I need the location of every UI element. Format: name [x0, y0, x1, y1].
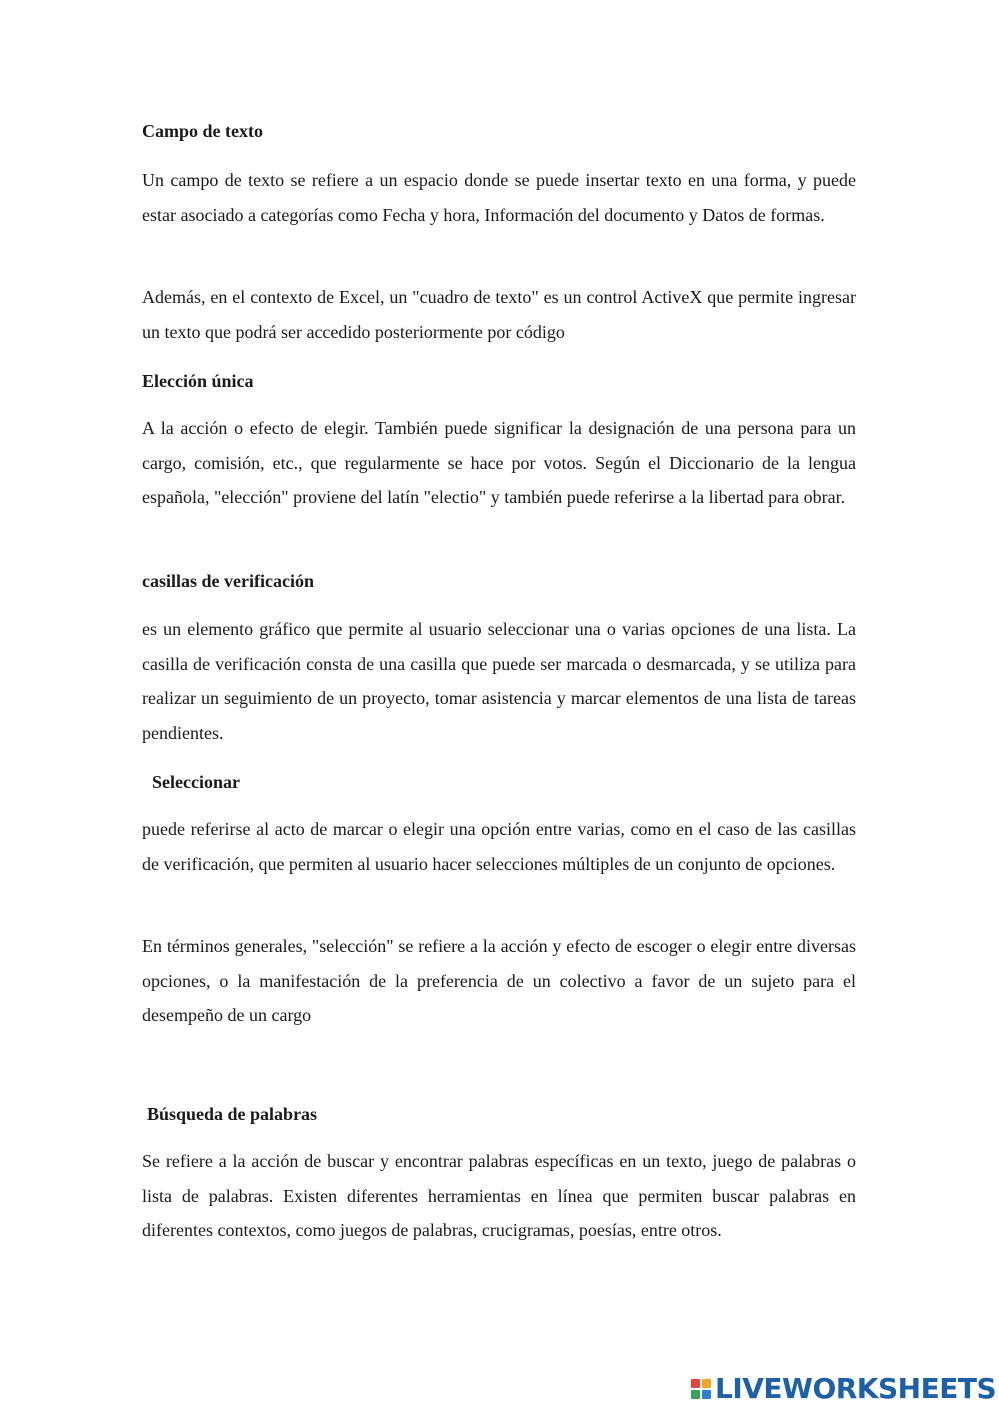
paragraph-campo-de-texto-1: Un campo de texto se refiere a un espacio donde se puede insertar texto en una forma, y puede estar asociado a categorías como Fecha y hora, Información del documento y Datos de formas.: [142, 170, 856, 225]
logo-square-blue: [702, 1390, 711, 1399]
liveworksheets-watermark: [691, 1373, 996, 1405]
watermark-text: LIVEWORKSHEETS: [715, 1372, 997, 1405]
paragraph-casillas-de-verificacion: es un elemento gráfico que permite al usuario seleccionar una o varias opciones de una lista. La casilla de verificación consta de una casilla que puede ser marcada o desmarcada, y se utiliza para realizar un seguimiento de un proyecto, tomar asistencia y marcar elementos de una lista de tareas pendientes.: [142, 619, 856, 743]
liveworksheets-logo-icon: [691, 1379, 711, 1399]
paragraph-seleccionar-1: puede referirse al acto de marcar o elegir una opción entre varias, como en el caso de las casillas de verificación, que permiten al usuario hacer selecciones múltiples de un conjunto de opciones.: [142, 819, 856, 874]
logo-square-green: [691, 1390, 700, 1399]
paragraph-campo-de-texto-2: Además, en el contexto de Excel, un "cuadro de texto" es un control ActiveX que permite ingresar un texto que podrá ser accedido posteriormente por código: [142, 287, 856, 342]
paragraph-seleccionar-2: En términos generales, "selección" se refiere a la acción y efecto de escoger o elegir entre diversas opciones, o la manifestación de la preferencia de un colectivo a favor de un sujeto para el desempeño de un cargo: [142, 936, 856, 1026]
heading-campo-de-texto: Campo de texto: [142, 121, 263, 141]
paragraph-eleccion-unica: A la acción o efecto de elegir. También puede significar la designación de una persona para un cargo, comisión, etc., que regularmente se hace por votos. Según el Diccionario de la lengua española, "elección" proviene del latín "electio" y también puede referirse a la libertad para obrar.: [142, 418, 856, 508]
heading-seleccionar: Seleccionar: [152, 772, 240, 792]
paragraph-busqueda-de-palabras: Se refiere a la acción de buscar y encontrar palabras específicas en un texto, juego de palabras o lista de palabras. Existen diferentes herramientas en línea que permiten buscar palabras en diferentes contextos, como juegos de palabras, crucigramas, poesías, entre otros.: [142, 1151, 856, 1241]
heading-casillas-de-verificacion: casillas de verificación: [142, 571, 314, 591]
logo-square-red: [691, 1379, 700, 1388]
heading-busqueda-de-palabras: Búsqueda de palabras: [147, 1104, 318, 1124]
heading-eleccion-unica: Elección única: [142, 371, 254, 391]
logo-square-orange: [702, 1379, 711, 1388]
